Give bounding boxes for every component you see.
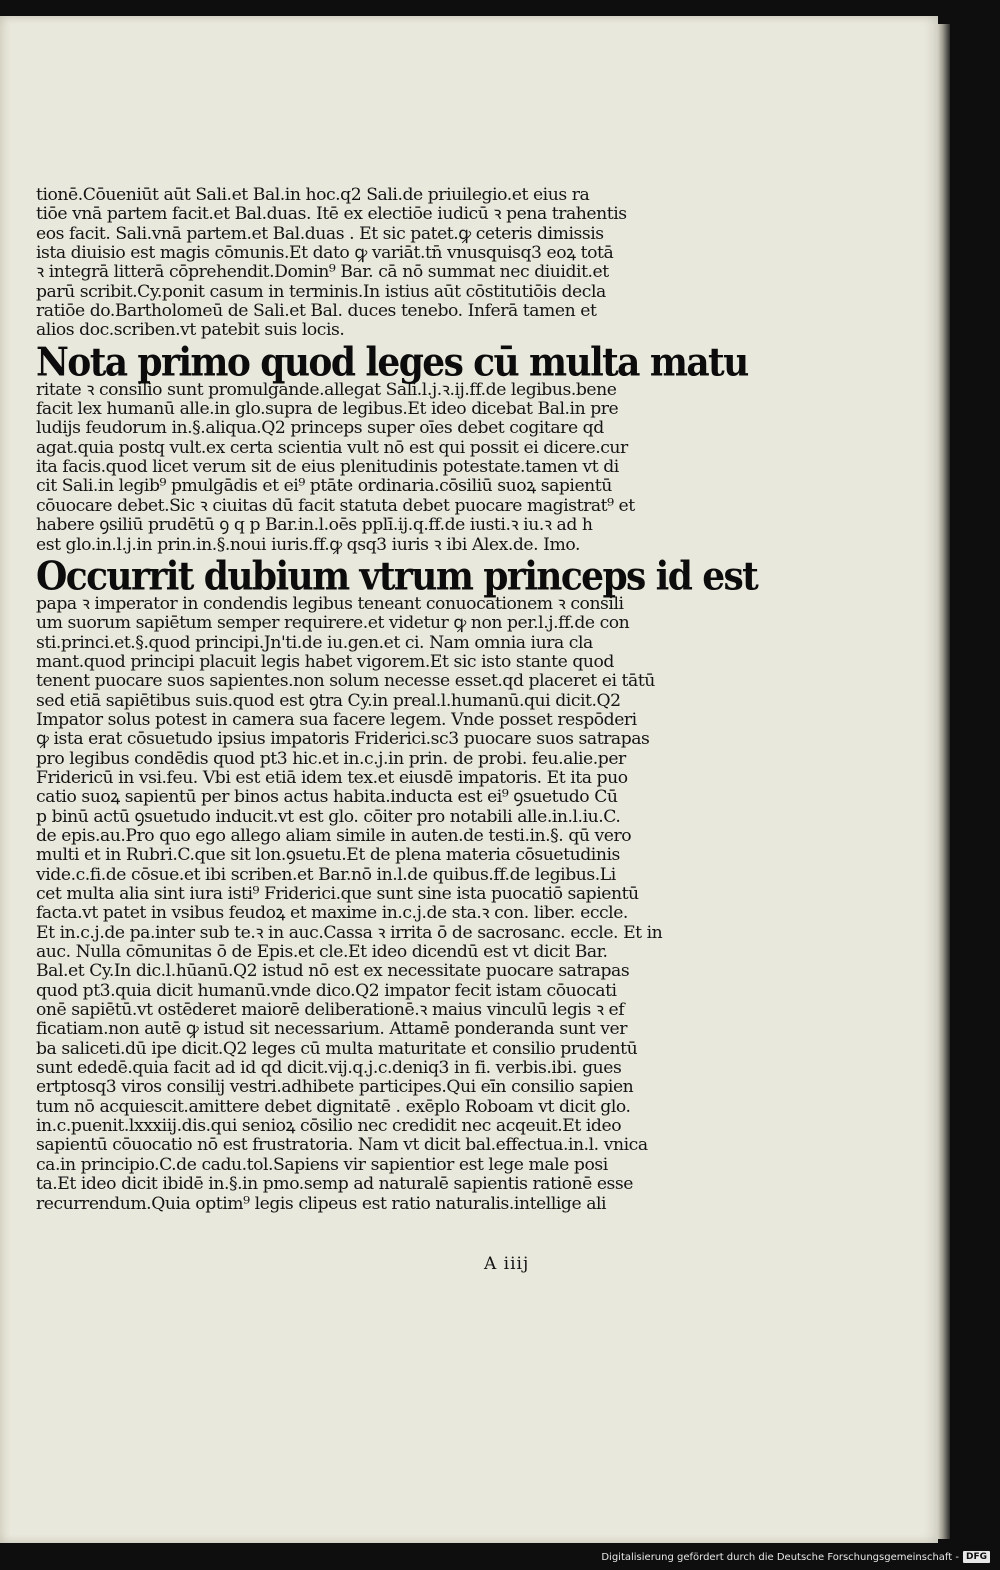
text-line: catio suoꝝ sapientū per binos actus habita.inducta est ei⁹ ꝯsuetudo Cū: [36, 787, 618, 808]
text-line: Impator solus potest in camera sua facere legem. Vnde posset respōderi: [36, 709, 637, 730]
text-line: sapientū cōuocatio nō est frustratoria. Nam vt dicit bal.effectua.in.l. vnica: [36, 1135, 648, 1156]
text-line: p binū actū ꝯsuetudo inducit.vt est glo. cōiter pro notabili alle.in.l.iu.C.: [36, 806, 621, 827]
paragraph-1: [36, 185, 627, 341]
text-line: cit Sali.in legib⁹ pmulgādis et ei⁹ ptāte ordinaria.cōsiliū suoꝝ sapientū: [36, 476, 612, 497]
paragraph-2: [36, 379, 635, 555]
footer-credit: [601, 1548, 990, 1566]
text-line: est glo.in.l.j.in prin.in.§.noui iuris.ff.ꝙ qsq3 iuris ꝛ ibi Alex.de. Imo.: [36, 534, 580, 555]
text-line: ba saliceti.dū ipe dicit.Q2 leges cū multa maturitate et consilio prudentū: [36, 1038, 638, 1059]
text-line: sunt ededē.quia facit ad id qd dicit.vij.q.j.c.deniq3 in fi. verbis.ibi. gues: [36, 1058, 622, 1079]
text-line: facit lex humanū alle.in glo.supra de legibus.Et ideo dicebat Bal.in pre: [36, 399, 619, 420]
text-line: ca.in principio.C.de cadu.tol.Sapiens vir sapientior est lege male posi: [36, 1154, 608, 1175]
text-line: tum nō acquiescit.amittere debet dignitatē . exēplo Roboam vt dicit glo.: [36, 1096, 631, 1117]
text-line: ꝙ ista erat cōsuetudo ipsius impatoris Friderici.sc3 puocare suos satrapas: [36, 729, 650, 750]
text-line: eos facit. Sali.vnā partem.et Bal.duas . Et sic patet.ꝙ ceteris dimissis: [36, 223, 604, 244]
text-line: agat.quia postq vult.ex certa scientia vult nō est qui possit ei dicere.cur: [36, 437, 628, 458]
text-line: recurrendum.Quia optim⁹ legis clipeus est ratio naturalis.intellige ali: [36, 1193, 607, 1214]
text-line: sti.princi.et.§.quod principi.Jn'ti.de iu.gen.et ci. Nam omnia iura cla: [36, 632, 593, 653]
text-line: multi et in Rubri.C.que sit lon.ꝯsuetu.Et de plena materia cōsuetudinis: [36, 845, 620, 866]
text-line: Bal.et Cy.In dic.l.hūanū.Q2 istud nō est ex necessitate puocare satrapas: [36, 961, 630, 982]
text-line: alios doc.scriben.vt patebit suis locis.: [36, 320, 345, 341]
heading-nota-primo: Nota primo quod leges cū multa matu: [36, 339, 748, 386]
text-line: facta.vt patet in vsibus feudoꝝ et maxime in.c.j.de sta.ꝛ con. liber. eccle.: [36, 903, 628, 924]
heading-occurrit-dubium: Occurrit dubium vtrum princeps id est: [36, 553, 758, 600]
text-line: ꝛ integrā litterā cōprehendit.Domin⁹ Bar. cā nō summat nec diuidit.et: [36, 262, 609, 283]
signature-mark: A iiij: [484, 1254, 530, 1274]
text-line: cet multa alia sint iura isti⁹ Friderici.que sunt sine ista puocatiō sapientū: [36, 884, 639, 904]
text-line: um suorum sapiētum semper requirere.et videtur ꝙ non per.l.j.ff.de con: [36, 613, 630, 634]
text-line: vide.c.fi.de cōsue.et ibi scriben.et Bar.nō in.l.de quibus.ff.de legibus.Li: [36, 864, 616, 885]
text-line: papa ꝛ imperator in condendis legibus teneant conuocationem ꝛ consili: [36, 593, 624, 614]
text-line: quod pt3.quia dicit humanū.vnde dico.Q2 impator fecit istam cōuocati: [36, 980, 617, 1001]
text-line: tenent puocare suos sapientes.non solum necesse esset.qd placeret ei tātū: [36, 671, 655, 692]
text-line: ita facis.quod licet verum sit de eius plenitudinis potestate.tamen vt di: [36, 457, 619, 478]
dfg-logo-icon: DFG: [963, 1551, 990, 1563]
text-line: ritate ꝛ consilio sunt promulgande.allegat Sali.l.j.ꝛ.ij.ff.de legibus.bene: [36, 379, 617, 400]
text-line: in.c.puenit.lxxxiij.dis.qui senioꝝ cōsilio nec credidit nec acqeuit.Et ideo: [36, 1116, 622, 1137]
text-line: parū scribit.Cy.ponit casum in terminis.In istius aūt cōstitutiōis decla: [36, 281, 606, 302]
text-line: sed etiā sapiētibus suis.quod est ꝯtra Cy.in preal.l.humanū.qui dicit.Q2: [36, 690, 621, 711]
text-line: Fridericū in vsi.feu. Vbi est etiā idem tex.et eiusdē impatoris. Et ita puo: [36, 767, 628, 788]
text-line: mant.quod principi placuit legis habet vigorem.Et sic isto stante quod: [36, 651, 614, 672]
text-line: ista diuisio est magis cōmunis.Et dato ꝙ variāt.tn̄ vnusquisq3 eoꝝ totā: [36, 243, 614, 264]
text-line: pro legibus condēdis quod pt3 hic.et in.c.j.in prin. de probi. feu.alie.per: [36, 748, 626, 769]
text-line: ertptosq3 viros consilij vestri.adhibete participes.Qui eīn consilio sapien: [36, 1077, 634, 1098]
text-line: tionē.Cōueniūt aūt Sali.et Bal.in hoc.q2 Sali.de priuilegio.et eius ra: [36, 185, 590, 205]
text-line: Et in.c.j.de pa.inter sub te.ꝛ in auc.Cassa ꝛ irrita ō de sacrosanc. eccle. Et in: [36, 922, 663, 943]
scanned-page: [0, 16, 938, 1543]
text-line: de epis.au.Pro quo ego allego aliam simile in auten.de testi.in.§. qū vero: [36, 825, 632, 846]
page-edge: [938, 24, 950, 1539]
paragraph-3: [36, 593, 663, 1214]
text-line: cōuocare debet.Sic ꝛ ciuitas dū facit statuta debet puocare magistrat⁹ et: [36, 495, 635, 516]
text-line: ratiōe do.Bartholomeū de Sali.et Bal. duces tenebo. Inferā tamen et: [36, 301, 597, 322]
footer-credit-text: Digitalisierung gefördert durch die Deutsche Forschungsgemeinschaft -: [601, 1551, 959, 1563]
text-line: auc. Nulla cōmunitas ō de Epis.et cle.Et ideo dicendū est vt dicit Bar.: [36, 942, 608, 963]
text-column: [36, 185, 758, 1214]
text-line: habere ꝯsiliū prudētū ꝯ q p Bar.in.l.oēs pplī.ij.q.ff.de iusti.ꝛ iu.ꝛ ad h: [36, 515, 593, 536]
text-line: ludijs feudorum in.§.aliqua.Q2 princeps super oīes debet cogitare qd: [36, 418, 604, 439]
text-line: onē sapiētū.vt ostēderet maiorē deliberationē.ꝛ maius vinculū legis ꝛ ef: [36, 1000, 625, 1021]
text-line: tiōe vnā partem facit.et Bal.duas. Itē ex electiōe iudicū ꝛ pena trahentis: [36, 204, 627, 225]
text-line: ta.Et ideo dicit ibidē in.§.in pmo.semp ad naturalē sapientis rationē esse: [36, 1174, 634, 1195]
text-line: ficatiam.non autē ꝙ istud sit necessarium. Attamē ponderanda sunt ver: [36, 1019, 628, 1040]
